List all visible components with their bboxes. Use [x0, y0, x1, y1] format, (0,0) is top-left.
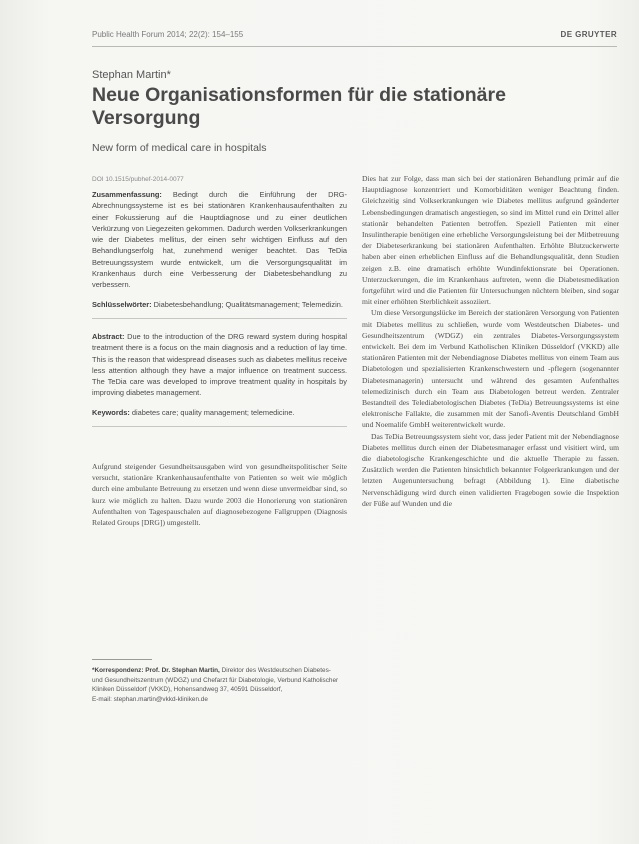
footnote-text: Direktor des Westdeutschen Diabetes- und Gesundheitszentrum (WDGZ) und Chefarzt für Diabetologie, Verbund Katholischer Kliniken Düsseldorf (VKKD), Hohensandweg 37, 40591 Düsseldorf, — [92, 667, 339, 694]
article-title: Neue Organisationsformen für die stationäre Versorgung — [92, 84, 506, 129]
body-paragraph-right-2: Um diese Versorgungslücke im Bereich der stationären Versorgung von Patienten mit Diabetes mellitus zu schließen, wurde vom Westdeutschen Diabetes- und Gesundheitszentrum (WDGZ) ein zentrales Diabetes-Versorgungssystem entwickelt. Bei dem im Verbund Katholischen Kliniken Düsseldorf (VKKD) alle stationären Patienten mit der Nebendiagnose Diabetes mellitus von einem Team aus Diabetologen und spezialisierten Krankenschwestern und -pflegern (sogenannter Diabetesmanagerin) untersucht und während des gesamten Aufenthaltes telemedizinisch durch ein Team aus Diabetologen betreut werden. Zentraler Bestandteil des Telediabetologischen Diabetes (TeDia) Betreuungssystems ist eine elektronische Fallakte, die zusammen mit der Sanofi-Aventis Deutschland GmbH und Noemalife GmbH weiterentwickelt wurde. — [362, 308, 619, 430]
right-column — [362, 173, 619, 509]
body-divider — [92, 426, 347, 427]
keywords-label: Keywords: — [92, 407, 130, 417]
body-paragraph-right-1: Dies hat zur Folge, dass man sich bei der stationären Behandlung primär auf die Hauptdiagnose konzentriert und Komorbiditäten weniger Beachtung finden. Gleichzeitig sind Volkserkrankungen wie Diabetes mellitus aufgrund geänderter Lebensbedingungen dramatisch angestiegen, so sind im Mittel rund ein Drittel aller stationär behandelten Patienten betroffen. Speziell Patienten mit einer Insulintherapie benötigen eine erhebliche Versorgungsleistung bei der Mitbetreuung der Diabeteserkrankung bei stationären Aufenthalten. Erhöhte Blutzuckerwerte haben aber einen erheblichen Einfluss auf die Behandlungsqualität, denn Studien zeigen z.B. eine dramatisch erhöhte Wundinfektionsrate bei Operationen. Unterzuckerungen, die im Krankenhaus auftreten, wenn die Diabetesmedikation fortgeführt wird und die Patienten für Untersuchungen nüchtern bleiben, sind sogar mit einer erhöhten Sterblichkeit assoziiert. — [362, 174, 619, 307]
zusammenfassung — [92, 189, 347, 291]
abstract — [92, 331, 347, 399]
abstract-label: Abstract: — [92, 331, 125, 341]
left-column — [92, 176, 347, 528]
article-subtitle: New form of medical care in hospitals — [92, 142, 267, 154]
header-divider — [92, 46, 617, 47]
abstract-text: Due to the introduction of the DRG reward system during hospital treatment there is a focus on the main diagnosis and a reduction of lay time. This is the reason that widespread diseases such as diabetes mellitus receive less attention although they have a major influence on treatment success. The TeDia care was developed to improve treatment quality in hospitals by improving diabetes management. — [92, 331, 347, 398]
footnote-label: *Korrespondenz: Prof. Dr. Stephan Martin, — [92, 667, 220, 674]
journal-citation: Public Health Forum 2014; 22(2): 154–155 — [92, 30, 244, 39]
schluesselwoerter-label: Schlüsselwörter: — [92, 299, 152, 309]
footnote-divider — [92, 659, 152, 660]
keywords-text: diabetes care; quality management; telemedicine. — [131, 407, 295, 417]
doi: DOI 10.1515/pubhef-2014-0077 — [92, 176, 184, 183]
running-header — [92, 30, 617, 44]
zusammenfassung-label: Zusammenfassung: — [92, 190, 162, 199]
footnote-email: E-mail: stephan.martin@vkkd-kliniken.de — [92, 695, 208, 703]
schluesselwoerter — [92, 299, 347, 310]
abstract-divider — [92, 318, 347, 319]
correspondence-footnote — [92, 666, 342, 704]
schluesselwoerter-text: Diabetesbehandlung; Qualitätsmanagement; Telemedizin. — [153, 299, 343, 309]
zusammenfassung-text: Bedingt durch die Einführung der DRG-Abrechnungssysteme ist es bei stationären Krankenhausaufenthalten zu einer Fokussierung auf die Hauptdiagnose und zu einer deutlichen Verkürzung von Liegezeiten gekommen. Dadurch werden Volkserkrankungen wie der Diabetes mellitus, der einen sehr wichtigen Einfluss auf den Behandlungserfolg hat, zunehmend weniger beachtet. Das TeDia Betreuungssystem wurde entwickelt, um die Versorgungsqualität im Krankenhaus durch eine Verbesserung der Diabetesbehandlung zu verbessern. — [92, 190, 347, 290]
body-paragraph-left: Aufgrund steigender Gesundheitsausgaben wird von gesundheitspolitischer Seite versucht, stationäre Krankenhausaufenthalte von Patienten so weit wie möglich durch eine ambulante Betreuung zu ersetzen und wenn diese unvermeidbar sind, so kurz wie möglich zu halten. Dazu wurde 2003 die Honorierung von stationären Aufenthalten von Tagespauschalen auf diagnosebezogene Fallgruppen (Diagnosis Related Groups [DRG]) umgestellt. — [92, 462, 347, 528]
publisher-logo: DE GRUYTER — [560, 30, 617, 39]
keywords — [92, 407, 347, 418]
author-name: Stephan Martin* — [92, 69, 171, 81]
body-paragraph-right-3: Das TeDia Betreuungssystem sieht vor, dass jeder Patient mit der Nebendiagnose Diabetes mellitus durch einen der Diabetesmanager erfasst und visitiert wird, um die diabetologische Krankengeschichte und die aktuelle Therapie zu fassen. Zusätzlich werden die Patienten hinsichtlich bekannter Folgeerkrankungen und der letzten Augenuntersuchung befragt (Abbildung 1). Eine diabetische Nervenschädigung wird durch einen validierten Fragebogen sowie die Inspektion der Füße auf Wunden und die — [362, 431, 619, 508]
